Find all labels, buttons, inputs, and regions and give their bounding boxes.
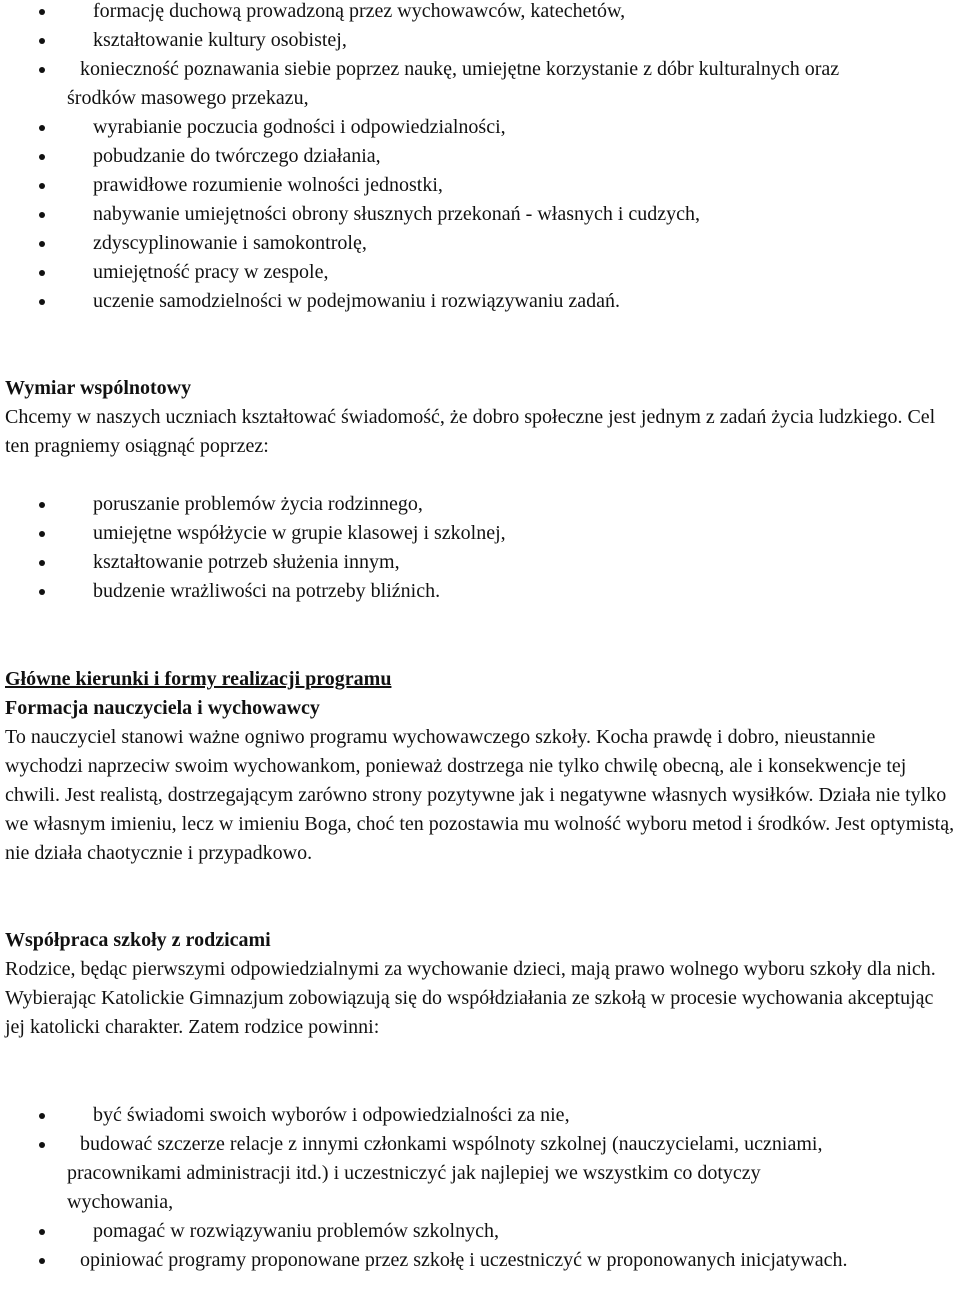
list-item — [0, 577, 940, 606]
list-item-text: budzenie wrażliwości na potrzeby bliźnich. — [93, 580, 441, 602]
community-paragraph: Chcemy w naszych uczniach kształtować świadomość, że dobro społeczne jest jednym z zadań życia ludzkiego. Cel ten pragniemy osiągnąć poprzez: — [5, 406, 936, 457]
bullet-icon — [39, 9, 45, 15]
list-item — [0, 519, 940, 548]
bullet-icon — [39, 125, 45, 131]
list-item — [0, 26, 940, 55]
parents-heading: Współpraca szkoły z rodzicami — [5, 929, 271, 951]
list-item-text: zdyscyplinowanie i samokontrolę, — [93, 232, 367, 254]
bullet-icon — [39, 1142, 45, 1148]
bullet-icon — [39, 67, 45, 73]
list-item — [0, 229, 940, 258]
list-item-text: nabywanie umiejętności obrony słusznych przekonań - własnych i cudzych, — [93, 203, 701, 225]
bullet-icon — [39, 212, 45, 218]
list-item-text: budować szczerze relacje z innymi członkami wspólnoty szkolnej (nauczycielami, uczniami, pracownikami administracji itd.) i uczestniczyć jak najlepiej we wszystkim co dotyczy wychowania, — [67, 1133, 823, 1213]
bullet-icon — [39, 38, 45, 44]
list-item — [0, 142, 940, 171]
list-item-text: pomagać w rozwiązywaniu problemów szkolnych, — [93, 1220, 499, 1242]
list-item — [0, 287, 940, 316]
directions-heading: Główne kierunki i formy realizacji programu — [5, 668, 392, 690]
parents-section — [5, 926, 957, 1042]
bullet-icon — [39, 560, 45, 566]
list-item-text: konieczność poznawania siebie poprzez naukę, umiejętne korzystanie z dóbr kulturalnych oraz środków masowego przekazu, — [67, 58, 840, 109]
list-item — [0, 0, 940, 26]
bullet-icon — [39, 531, 45, 537]
list-item-text: umiejętne współżycie w grupie klasowej i szkolnej, — [93, 522, 506, 544]
list-item — [0, 1246, 940, 1275]
list-item-text: kształtowanie kultury osobistej, — [93, 29, 347, 51]
community-heading: Wymiar wspólnotowy — [5, 377, 192, 399]
list-item-text: pobudzanie do twórczego działania, — [93, 145, 381, 167]
list-item — [0, 200, 940, 229]
list-item — [0, 258, 940, 287]
bullet-icon — [39, 183, 45, 189]
list-item-text: prawidłowe rozumienie wolności jednostki, — [93, 174, 443, 196]
list-item-text: kształtowanie potrzeb służenia innym, — [93, 551, 400, 573]
directions-section — [5, 665, 957, 868]
list-item — [0, 1101, 940, 1130]
list-item-text: opiniować programy proponowane przez szkołę i uczestniczyć w proponowanych inicjatywach. — [80, 1249, 848, 1271]
bullet-icon — [39, 502, 45, 508]
list-item — [0, 1217, 940, 1246]
list-item — [0, 55, 940, 113]
list-item — [0, 171, 940, 200]
bullet-icon — [39, 154, 45, 160]
bullet-icon — [39, 1113, 45, 1119]
bullet-icon — [39, 589, 45, 595]
list-item-text: być świadomi swoich wyborów i odpowiedzialności za nie, — [93, 1104, 570, 1126]
bullet-icon — [39, 1229, 45, 1235]
teacher-formation-paragraph: To nauczyciel stanowi ważne ogniwo programu wychowawczego szkoły. Kocha prawdę i dobro, nieustannie wychodzi naprzeciw swoim wychowankom, ponieważ dostrzega nie tylko chwilę obecną, ale i konsekwencje tej chwili. Jest realistą, dostrzegającym zarówno strony pozytywne jak i negatywne własnych wysiłków. Działa nie tylko we własnym imieniu, lecz w imieniu Boga, choć ten pozostawia mu wolność wyboru metod i środków. Jest optymistą, nie działa chaotycznie i przypadkowo. — [5, 726, 955, 864]
list-item-text: poruszanie problemów życia rodzinnego, — [93, 493, 423, 515]
list-item-text: wyrabianie poczucia godności i odpowiedzialności, — [93, 116, 506, 138]
list-item — [0, 548, 940, 577]
community-section — [5, 374, 957, 461]
formation-list — [0, 0, 960, 316]
list-item — [0, 1130, 940, 1217]
parents-paragraph: Rodzice, będąc pierwszymi odpowiedzialnymi za wychowanie dzieci, mają prawo wolnego wyboru szkoły dla nich. Wybierając Katolickie Gimnazjum zobowiązują się do współdziałania ze szkołą w procesie wychowania akceptując jej katolicki charakter. Zatem rodzice powinni: — [5, 958, 936, 1038]
bullet-icon — [39, 1258, 45, 1264]
list-item — [0, 490, 940, 519]
bullet-icon — [39, 299, 45, 305]
community-list — [0, 490, 960, 606]
list-item — [0, 113, 940, 142]
bullet-icon — [39, 241, 45, 247]
parents-list — [0, 1101, 960, 1275]
list-item-text: formację duchową prowadzoną przez wychowawców, katechetów, — [93, 0, 626, 22]
teacher-formation-heading: Formacja nauczyciela i wychowawcy — [5, 697, 320, 719]
list-item-text: umiejętność pracy w zespole, — [93, 261, 329, 283]
list-item-text: uczenie samodzielności w podejmowaniu i rozwiązywaniu zadań. — [93, 290, 621, 312]
bullet-icon — [39, 270, 45, 276]
